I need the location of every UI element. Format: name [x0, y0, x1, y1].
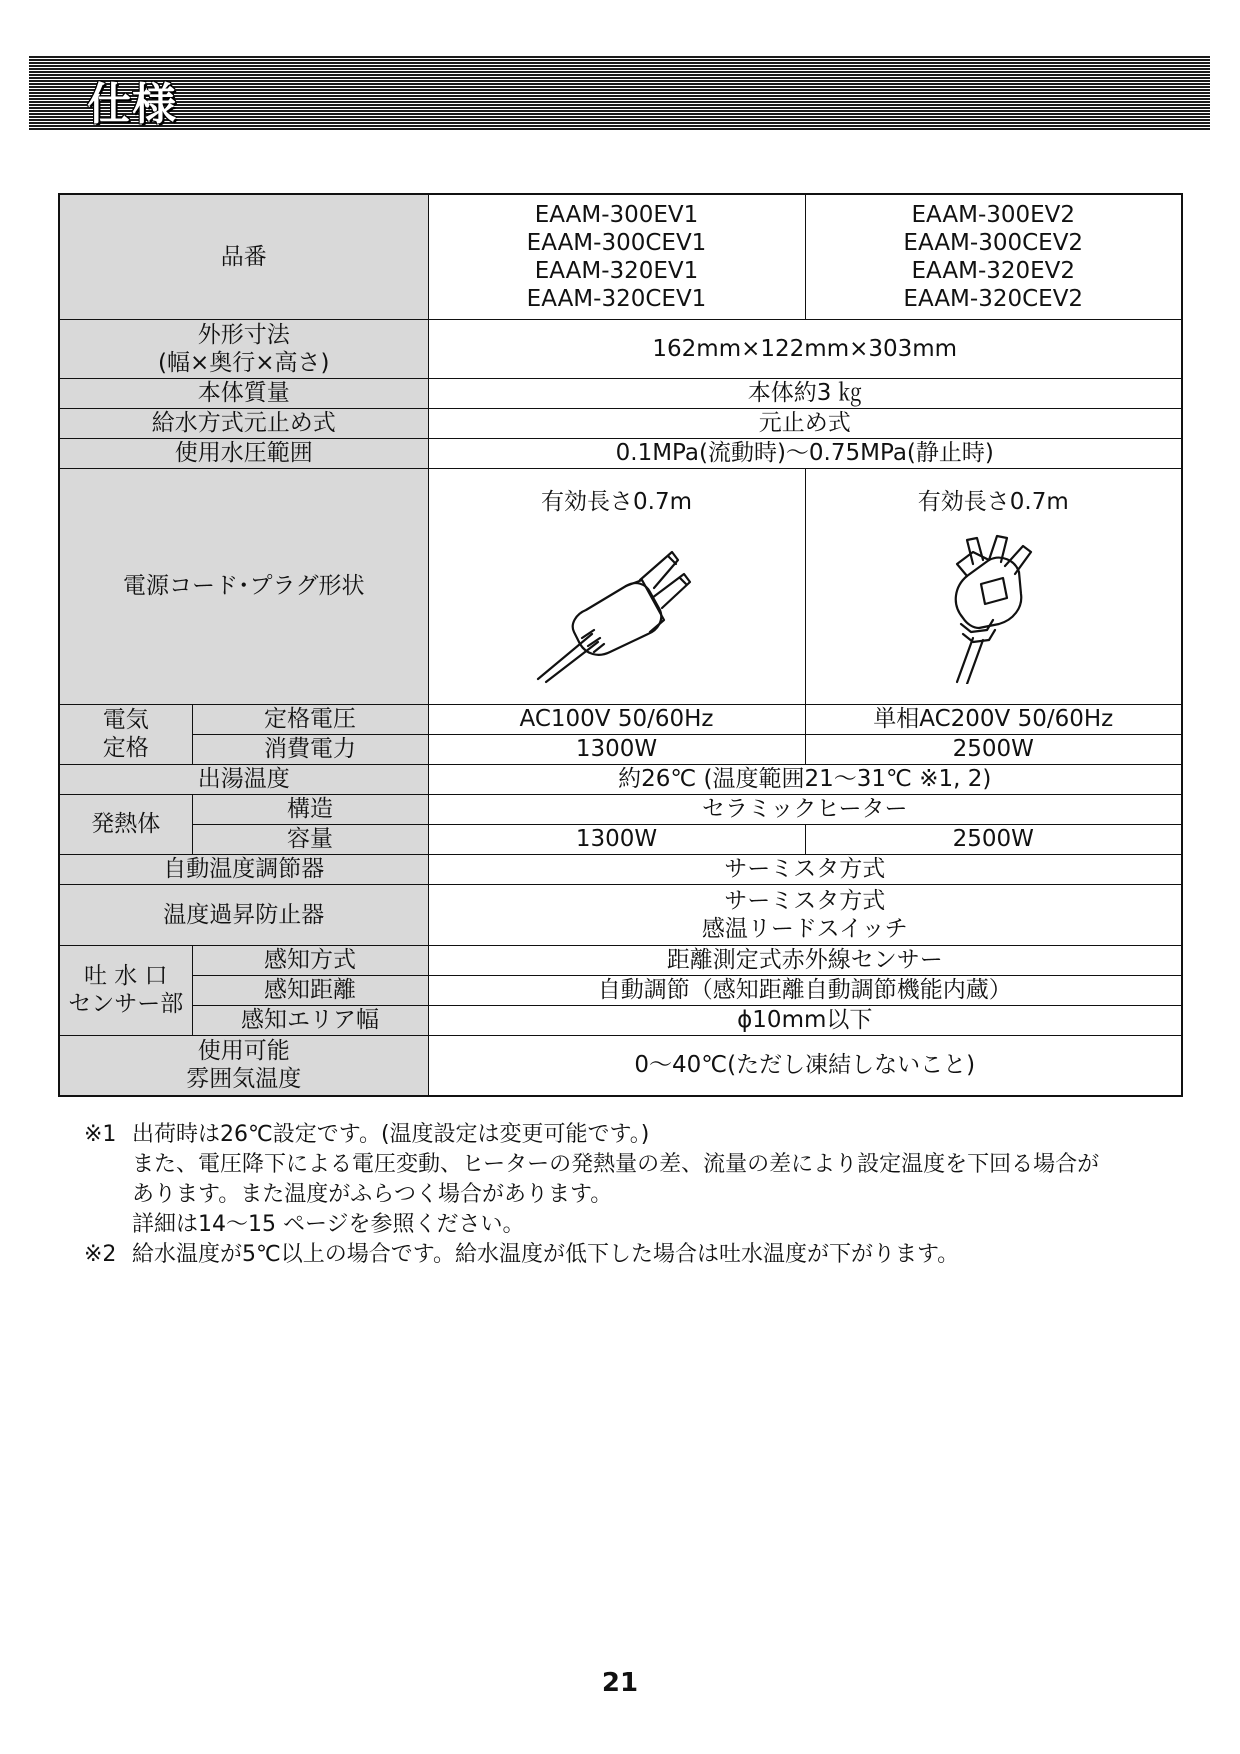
- row-outlet-temp: [59, 764, 1182, 794]
- model-col1-item: EAAM-320EV1: [534, 257, 699, 284]
- footnote-body: [132, 1240, 1194, 1270]
- model-col2-item: EAAM-320CEV2: [903, 285, 1084, 312]
- page-title: 仕様: [87, 79, 177, 130]
- model-col2: [805, 194, 1182, 319]
- model-col1-item: EAAM-300CEV1: [526, 229, 707, 256]
- ambient-label: [59, 1035, 428, 1096]
- model-col2-item: EAAM-300EV2: [911, 201, 1076, 228]
- sensor-distance-label: 感知距離: [192, 975, 428, 1005]
- heater-group-label: 発熱体: [59, 794, 192, 854]
- ambient-value: 0～40℃(ただし凍結しないこと): [428, 1035, 1182, 1096]
- power-col1: 1300W: [428, 734, 805, 764]
- row-overheat: [59, 884, 1182, 945]
- title-bar: [29, 56, 1210, 131]
- electrical-group-label: [59, 704, 192, 764]
- row-sensor-area: [59, 1005, 1182, 1035]
- sensor-group-line2: センサー部: [68, 991, 184, 1017]
- electrical-group-line2: 定格: [102, 735, 149, 761]
- footnote-line: また、電圧降下による電圧変動、ヒーターの発熱量の差、流量の差により設定温度を下回る場合が: [132, 1152, 1100, 1177]
- dimensions-label-line1: 外形寸法: [197, 321, 290, 348]
- dimensions-value: 162mm×122mm×303mm: [428, 319, 1182, 378]
- overheat-label: 温度過昇防止器: [59, 884, 428, 945]
- outlet-temp-value: 約26℃ (温度範囲21～31℃ ※1, 2): [428, 764, 1182, 794]
- sensor-area-value: ϕ10mm以下: [428, 1005, 1182, 1035]
- sensor-method-label: 感知方式: [192, 945, 428, 975]
- electrical-group-line1: 電気: [102, 707, 149, 733]
- overheat-value: [428, 884, 1182, 945]
- row-power-cord: [59, 468, 1182, 704]
- model-col1-item: EAAM-300EV1: [534, 201, 699, 228]
- row-water-supply: [59, 408, 1182, 438]
- power-label: 消費電力: [192, 734, 428, 764]
- sensor-distance-value: 自動調節（感知距離自動調節機能内蔵）: [428, 975, 1182, 1005]
- row-dimensions: [59, 319, 1182, 378]
- row-heater-capacity: [59, 824, 1182, 854]
- sensor-method-value: 距離測定式赤外線センサー: [428, 945, 1182, 975]
- pressure-value: 0.1MPa(流動時)～0.75MPa(静止時): [428, 438, 1182, 468]
- row-weight: [59, 378, 1182, 408]
- model-col1-item: EAAM-320CEV1: [526, 285, 707, 312]
- voltage-col2: 単相AC200V 50/60Hz: [805, 704, 1182, 734]
- footnote-body: [132, 1120, 1194, 1240]
- plug-two-blade-icon: [532, 534, 702, 684]
- power-cord-col2: [805, 468, 1182, 704]
- voltage-label: 定格電圧: [192, 704, 428, 734]
- row-power-consumption: [59, 734, 1182, 764]
- sensor-group-line1: 吐 水 口: [83, 963, 168, 989]
- heater-structure-value: セラミックヒーター: [428, 794, 1182, 824]
- power-cord-col2-length: 有効長さ0.7m: [917, 489, 1069, 515]
- footnote-mark: ※1: [84, 1122, 117, 1147]
- sensor-group-label: [59, 945, 192, 1035]
- dimensions-label: [59, 319, 428, 378]
- heater-capacity-label: 容量: [192, 824, 428, 854]
- power-cord-col1: [428, 468, 805, 704]
- water-supply-value: 元止め式: [428, 408, 1182, 438]
- sensor-area-label: 感知エリア幅: [192, 1005, 428, 1035]
- model-col2-item: EAAM-320EV2: [911, 257, 1076, 284]
- auto-temp-label: 自動温度調節器: [59, 854, 428, 884]
- overheat-value-line1: サーミスタ方式: [724, 887, 886, 914]
- power-col2: 2500W: [805, 734, 1182, 764]
- heater-capacity-col1: 1300W: [428, 824, 805, 854]
- footnotes: [84, 1120, 1194, 1270]
- footnote: [84, 1120, 1194, 1240]
- footnote-line: 詳細は14～15 ページを参照ください。: [132, 1212, 525, 1237]
- outlet-temp-label: 出湯温度: [59, 764, 428, 794]
- row-sensor-distance: [59, 975, 1182, 1005]
- footnote-line: 給水温度が5℃以上の場合です。給水温度が低下した場合は吐水温度が下がります。: [132, 1242, 960, 1267]
- ambient-label-line1: 使用可能: [197, 1038, 290, 1065]
- row-model: [59, 194, 1182, 319]
- footnote-line: あります。また温度がふらつく場合があります。: [132, 1182, 613, 1207]
- row-sensor-method: [59, 945, 1182, 975]
- water-supply-label: 給水方式元止め式: [59, 408, 428, 438]
- footnote-line: 出荷時は26℃設定です。(温度設定は変更可能です。): [132, 1122, 650, 1147]
- row-rated-voltage: [59, 704, 1182, 734]
- dimensions-label-line2: (幅×奥行×高さ): [158, 349, 330, 376]
- model-col2-item: EAAM-300CEV2: [903, 229, 1084, 256]
- plug-three-blade-icon: [933, 534, 1053, 684]
- row-auto-temp: [59, 854, 1182, 884]
- weight-label: 本体質量: [59, 378, 428, 408]
- spec-table: [58, 193, 1183, 1097]
- power-cord-label: 電源コード･プラグ形状: [59, 468, 428, 704]
- model-label: 品番: [59, 194, 428, 319]
- ambient-label-line2: 雰囲気温度: [186, 1066, 302, 1093]
- footnote: [84, 1240, 1194, 1270]
- page-number: 21: [601, 1668, 639, 1698]
- power-cord-col1-length: 有効長さ0.7m: [541, 489, 692, 515]
- model-col1: [428, 194, 805, 319]
- auto-temp-value: サーミスタ方式: [428, 854, 1182, 884]
- row-heater-structure: [59, 794, 1182, 824]
- voltage-col1: AC100V 50/60Hz: [428, 704, 805, 734]
- heater-capacity-col2: 2500W: [805, 824, 1182, 854]
- weight-value: 本体約3 ㎏: [428, 378, 1182, 408]
- overheat-value-line2: 感温リードスイッチ: [701, 915, 908, 942]
- pressure-label: 使用水圧範囲: [59, 438, 428, 468]
- row-ambient: [59, 1035, 1182, 1096]
- heater-structure-label: 構造: [192, 794, 428, 824]
- row-pressure: [59, 438, 1182, 468]
- footnote-mark: ※2: [84, 1242, 117, 1267]
